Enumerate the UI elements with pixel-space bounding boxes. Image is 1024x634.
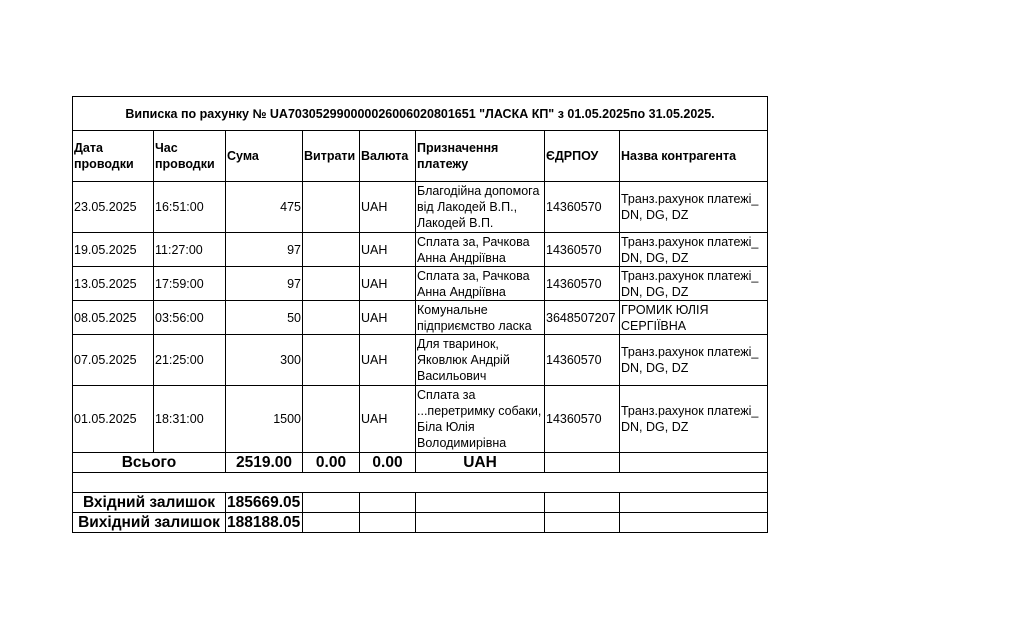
cell-time: 17:59:00	[154, 267, 226, 301]
cell-expenses	[303, 335, 360, 386]
cell-purpose: Для тваринок, Яковлюк Андрій Васильович	[416, 335, 545, 386]
totals-expenses: 0.00	[303, 453, 360, 473]
header-edrpou: ЄДРПОУ	[545, 131, 620, 182]
header-date: Дата проводки	[73, 131, 154, 182]
header-row	[73, 131, 768, 182]
account-statement-table	[72, 96, 768, 533]
cell-currency: UAH	[360, 386, 416, 453]
cell-edrpou: 3648507207	[545, 301, 620, 335]
cell-expenses	[303, 233, 360, 267]
cell-expenses	[303, 386, 360, 453]
header-currency: Валюта	[360, 131, 416, 182]
closing-balance-row	[73, 513, 768, 533]
cell-currency: UAH	[360, 182, 416, 233]
totals-empty-edrpou	[545, 453, 620, 473]
totals-currency: UAH	[416, 453, 545, 473]
cell-purpose: Благодійна допомога від Лакодей В.П., Лакодей В.П.	[416, 182, 545, 233]
totals-label: Всього	[73, 453, 226, 473]
cell-edrpou: 14360570	[545, 233, 620, 267]
empty-cell	[545, 493, 620, 513]
cell-counterparty: Транз.рахунок платежі_ DN, DG, DZ	[620, 233, 768, 267]
title-row	[73, 97, 768, 131]
closing-balance-value: 188188.05	[226, 513, 303, 533]
cell-date: 23.05.2025	[73, 182, 154, 233]
table-row	[73, 233, 768, 267]
cell-currency: UAH	[360, 335, 416, 386]
totals-row	[73, 453, 768, 473]
cell-counterparty: Транз.рахунок платежі_ DN, DG, DZ	[620, 267, 768, 301]
cell-edrpou: 14360570	[545, 335, 620, 386]
cell-currency: UAH	[360, 233, 416, 267]
cell-amount: 50	[226, 301, 303, 335]
cell-edrpou: 14360570	[545, 267, 620, 301]
cell-amount: 1500	[226, 386, 303, 453]
cell-date: 01.05.2025	[73, 386, 154, 453]
cell-counterparty: Транз.рахунок платежі_ DN, DG, DZ	[620, 386, 768, 453]
empty-cell	[545, 513, 620, 533]
header-expenses: Витрати	[303, 131, 360, 182]
opening-balance-row	[73, 493, 768, 513]
cell-expenses	[303, 267, 360, 301]
cell-purpose: Сплата за ...перетримку собаки, Біла Юлія Володимирівна	[416, 386, 545, 453]
empty-cell	[360, 513, 416, 533]
cell-amount: 300	[226, 335, 303, 386]
cell-expenses	[303, 301, 360, 335]
cell-purpose: Сплата за, Рачкова Анна Андріївна	[416, 233, 545, 267]
empty-cell	[416, 493, 545, 513]
cell-counterparty: Транз.рахунок платежі_ DN, DG, DZ	[620, 182, 768, 233]
cell-date: 13.05.2025	[73, 267, 154, 301]
spacer-cell	[73, 473, 768, 493]
cell-date: 19.05.2025	[73, 233, 154, 267]
header-counterparty: Назва контрагента	[620, 131, 768, 182]
empty-cell	[303, 493, 360, 513]
cell-time: 21:25:00	[154, 335, 226, 386]
spacer-row	[73, 473, 768, 493]
cell-time: 03:56:00	[154, 301, 226, 335]
empty-cell	[620, 513, 768, 533]
opening-balance-value: 185669.05	[226, 493, 303, 513]
table-row	[73, 301, 768, 335]
cell-time: 18:31:00	[154, 386, 226, 453]
cell-currency: UAH	[360, 301, 416, 335]
totals-expenses-2: 0.00	[360, 453, 416, 473]
table-row	[73, 267, 768, 301]
cell-edrpou: 14360570	[545, 182, 620, 233]
cell-counterparty: ГРОМИК ЮЛІЯ СЕРГІЇВНА	[620, 301, 768, 335]
cell-purpose: Комунальне підприємство ласка	[416, 301, 545, 335]
totals-empty-counterparty	[620, 453, 768, 473]
cell-counterparty: Транз.рахунок платежі_ DN, DG, DZ	[620, 335, 768, 386]
header-amount: Сума	[226, 131, 303, 182]
cell-date: 08.05.2025	[73, 301, 154, 335]
cell-amount: 475	[226, 182, 303, 233]
empty-cell	[303, 513, 360, 533]
table-row	[73, 386, 768, 453]
cell-edrpou: 14360570	[545, 386, 620, 453]
cell-purpose: Сплата за, Рачкова Анна Андріївна	[416, 267, 545, 301]
cell-expenses	[303, 182, 360, 233]
cell-date: 07.05.2025	[73, 335, 154, 386]
statement-title: Виписка по рахунку № UA703052990000026006020801651 "ЛАСКА КП" з 01.05.2025по 31.05.2025.	[73, 97, 768, 131]
cell-time: 11:27:00	[154, 233, 226, 267]
cell-amount: 97	[226, 233, 303, 267]
header-time: Час проводки	[154, 131, 226, 182]
header-purpose: Призначення платежу	[416, 131, 545, 182]
empty-cell	[620, 493, 768, 513]
cell-amount: 97	[226, 267, 303, 301]
empty-cell	[416, 513, 545, 533]
cell-time: 16:51:00	[154, 182, 226, 233]
empty-cell	[360, 493, 416, 513]
table-row	[73, 335, 768, 386]
table-row	[73, 182, 768, 233]
totals-amount: 2519.00	[226, 453, 303, 473]
closing-balance-label: Вихідний залишок	[73, 513, 226, 533]
cell-currency: UAH	[360, 267, 416, 301]
opening-balance-label: Вхідний залишок	[73, 493, 226, 513]
